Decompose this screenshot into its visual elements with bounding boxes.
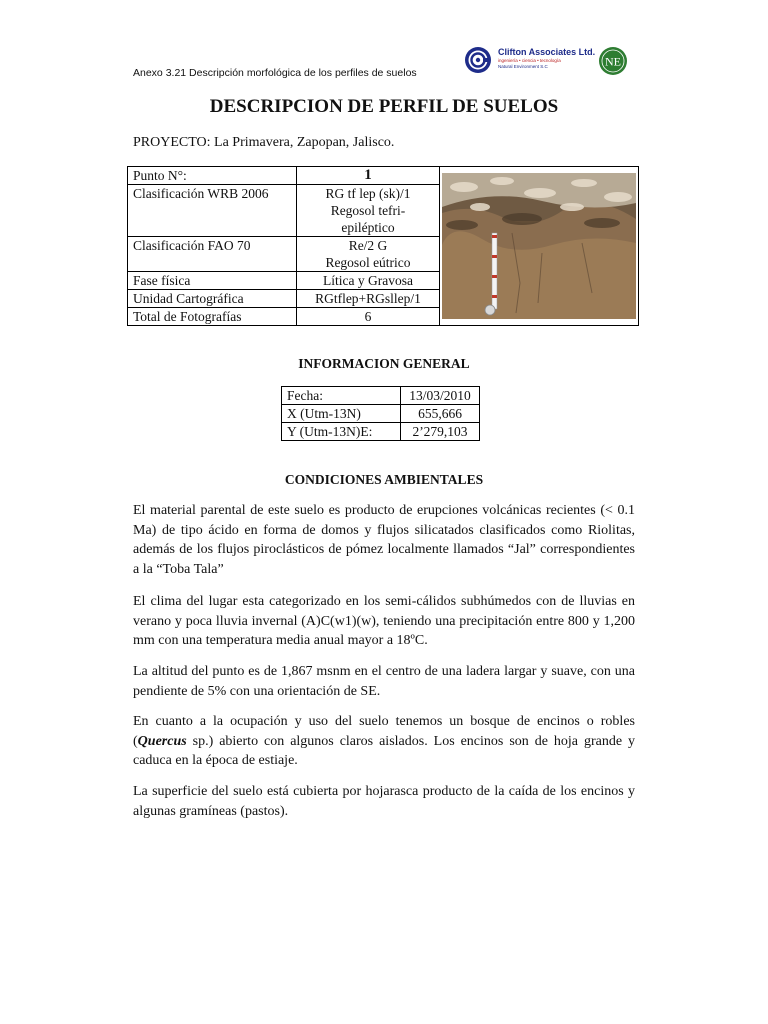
ne-logo-text: NE [605,54,621,69]
land-use-text-a: En cuanto a la ocupación y uso del suelo tenemos un bosque de encinos o robles ( [133,714,635,749]
table-row [282,423,480,441]
profile-photo-cell [440,167,639,326]
row-label: Total de Fotografías [128,308,297,326]
page-title: DESCRIPCION DE PERFIL DE SUELOS [209,96,559,117]
clifton-brand [498,48,595,69]
table-row [128,167,639,185]
paragraph-land-use [133,712,635,771]
row-label: Fecha: [282,387,401,405]
row-label: Y (Utm-13N)E: [282,423,401,441]
paragraph-altitude: La altitud del punto es de 1,867 msnm en el centro de una ladera largar y suave, con una pendiente de 5% con una orientación de SE. [133,664,635,699]
table-row [282,387,480,405]
row-label: Clasificación FAO 70 [128,237,297,272]
row-value: Lítica y Gravosa [297,272,440,290]
row-label: Fase física [128,272,297,290]
general-table [281,386,480,441]
row-label: Punto N°: [128,167,297,185]
ne-logo-icon [598,46,628,76]
brand-subtitle: Natural Environment S.C [498,63,548,69]
row-value: 1 [297,167,440,185]
row-value-line: Re/2 G [348,238,388,253]
land-use-genus: Quercus [137,733,187,749]
conditions-heading: CONDICIONES AMBIENTALES [284,472,484,487]
project-line: PROYECTO: La Primavera, Zapopan, Jalisco. [133,135,395,150]
row-value-line: RG tf lep (sk)/1 [325,186,411,201]
row-value: RGtflep+RGsllep/1 [297,290,440,308]
row-value [297,237,440,272]
paragraph-climate: El clima del lugar esta categorizado en los semi-cálidos subhúmedos con de lluvias en verano y poca lluvia invernal (A)C(w1)(w), teniendo una precipitación entre 800 y 1,200 mm con una temperatura media anual mayor a 18ºC. [133,594,635,648]
row-value [297,185,440,237]
row-value: 6 [297,308,440,326]
row-value-line: epiléptico [341,220,395,235]
paragraph-parent-material: El material parental de este suelo es producto de erupciones volcánicas recientes (< 0.1 Ma) de tipo ácido en forma de domos y flujos silicatados clasificados como Riolitas, además de los flujos piroclásticos de pómez localmente llamados “Jal” correspondientes a la “Toba Tala” [133,503,635,577]
profile-table [127,166,639,326]
clifton-logo-icon [464,46,492,74]
brand-tagline: ingeniería • ciencia • tecnología [498,58,561,63]
land-use-text-b: sp.) abierto con algunos claros aislados. Los encinos son de hoja grande y caduca en la época de estiaje. [133,733,635,768]
row-value: 655,666 [401,405,480,423]
soil-profile-photo [442,173,636,319]
brand-name: Clifton Associates Ltd. [498,47,596,57]
table-row [282,405,480,423]
row-value: 2’279,103 [401,423,480,441]
row-label: Unidad Cartográfica [128,290,297,308]
paragraph-surface: La superficie del suelo está cubierta por hojarasca producto de la caída de los encinos y algunas gramíneas (pastos). [133,784,635,819]
general-heading: INFORMACION GENERAL [298,356,470,371]
row-label: X (Utm-13N) [282,405,401,423]
row-value: 13/03/2010 [401,387,480,405]
row-label: Clasificación WRB 2006 [128,185,297,237]
row-value-line: Regosol eútrico [325,255,411,270]
annex-header: Anexo 3.21 Descripción morfológica de los perfiles de suelos [133,67,417,79]
row-value-line: Regosol tefri- [330,203,406,218]
